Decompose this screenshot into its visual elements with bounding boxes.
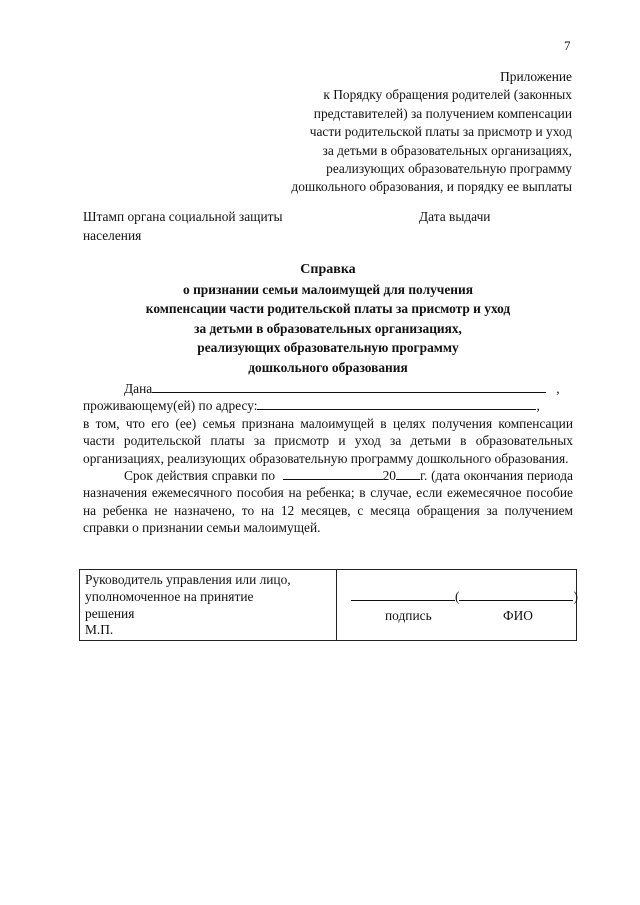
title-line: о признании семьи малоимущей для получения [183,281,473,297]
full-name-field[interactable] [459,589,573,601]
issue-date-label: Дата выдачи [419,209,491,224]
recognition-paragraph: в том, что его (ее) семья признана малоимущей в целях получения компенсации части родительской платы за присмотр и уход за детьми в образовательных организациях, реализующих образовательную программу дошкольного образования. [83,415,573,466]
official-line: Руководитель управления или лицо, [85,572,291,587]
issued-to-label: Дана [124,381,153,396]
validity-text: г. (дата окончания периода назначения ежемесячного пособия на ребенка; в случае, если ежемесячное пособие на ребенка не назначено, то на 12 месяцев, с месяца обращения за получением справки о признании семьи малоимущей. [83,468,573,536]
address-label: проживающему(ей) по адресу: [83,398,258,414]
issued-to-end: , [556,381,560,396]
stamp-place-label: М.П. [85,622,114,638]
validity-paragraph [83,467,573,537]
title-line: реализующих образовательную программу [197,340,459,356]
issued-to-paragraph [83,380,573,397]
title-line: за детьми в образовательных организациях, [194,320,462,336]
address-end: , [536,398,540,414]
appendix-line: Приложение [500,69,572,84]
issued-to-field[interactable] [152,381,546,393]
signature-field[interactable] [351,589,455,601]
close-paren: ) [573,589,578,604]
signature-table [79,569,577,641]
page-number: 7 [564,38,571,53]
title-line: компенсации части родительской платы за присмотр и уход [145,301,511,317]
appendix-line: за детьми в образовательных организациях, [322,142,572,158]
open-paren: ( [455,589,460,604]
full-name-caption: ФИО [503,608,533,623]
address-paragraph [83,397,573,414]
validity-year-field[interactable] [396,468,420,480]
document-body [83,380,573,537]
official-cell [80,570,337,641]
official-line: уполномоченное на принятие [85,588,254,604]
stamp-label: Штамп органа социальной защиты населения [83,209,283,243]
stamp-row [83,207,573,245]
appendix-header [212,68,572,197]
document-title [83,260,573,378]
validity-date-field[interactable] [283,468,383,480]
appendix-line: реализующих образовательную программу [326,161,572,177]
title-main: Справка [300,262,356,277]
official-line: решения [85,605,135,621]
title-line: дошкольного образования [248,359,408,375]
signature-cell [337,570,577,641]
validity-prefix: Срок действия справки по [124,468,276,484]
address-field[interactable] [257,398,536,410]
appendix-line: представителей) за получением компенсации [313,105,572,121]
signature-lines [351,589,578,606]
appendix-line: к Порядку обращения родителей (законных [323,87,572,103]
signature-caption: подпись [385,608,432,623]
validity-year-prefix: 20 [382,468,396,484]
appendix-line: дошкольного образования, и порядку ее выплаты [291,179,572,195]
appendix-line: части родительской платы за присмотр и уход [309,124,572,140]
